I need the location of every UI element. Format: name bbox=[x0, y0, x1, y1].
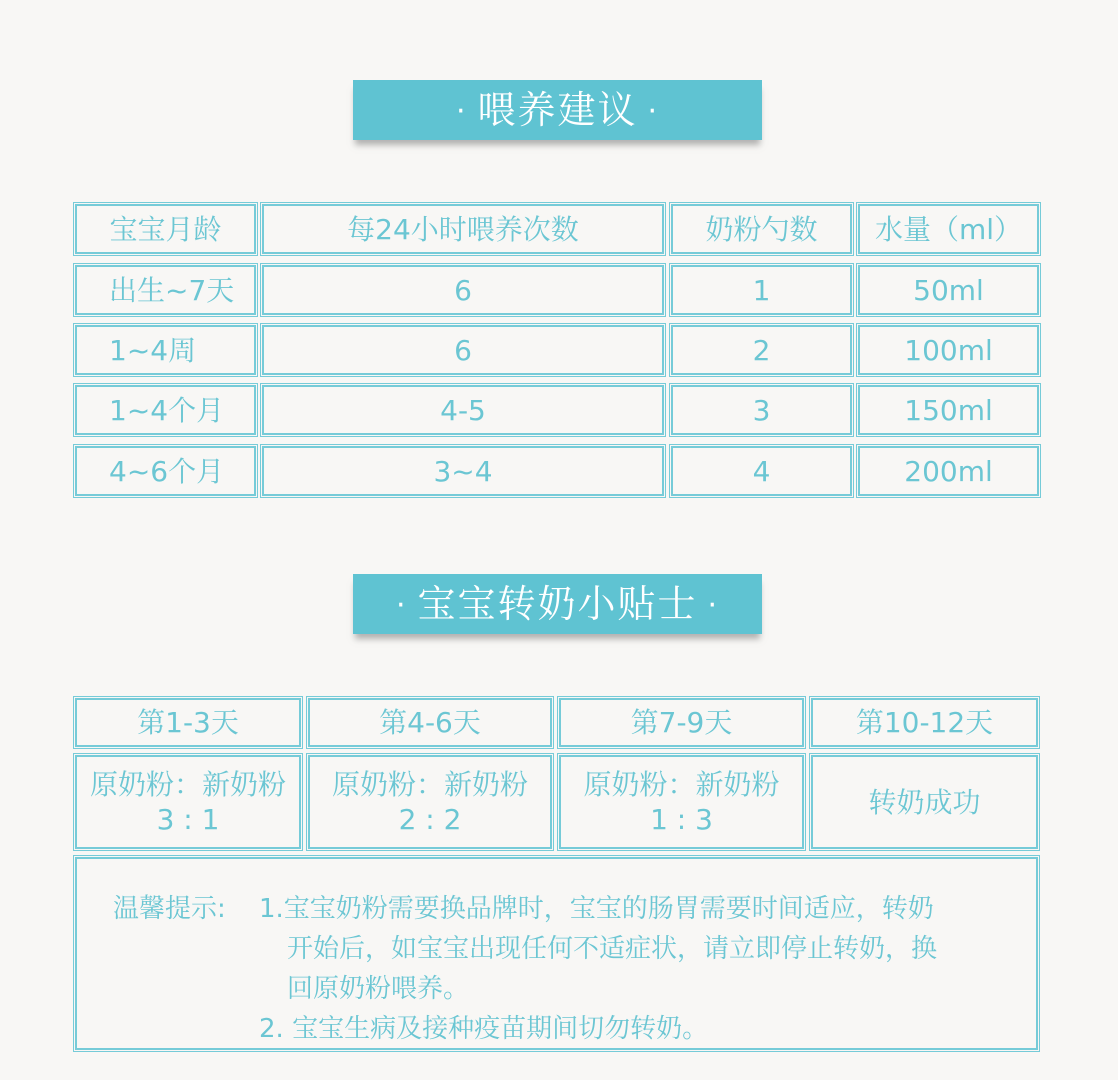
warm-tips-label: 温馨提示: bbox=[113, 894, 226, 924]
feeding-cell-water: 100ml bbox=[858, 325, 1039, 375]
feeding-cell-age: 出生~7天 bbox=[75, 265, 256, 315]
switch-header-day: 第1-3天 bbox=[75, 698, 301, 747]
warm-tips-line: 开始后，如宝宝出现任何不适症状，请立即停止转奶，换 bbox=[287, 934, 938, 964]
feeding-cell-scoops: 3 bbox=[671, 385, 852, 435]
feeding-cell-water: 50ml bbox=[858, 265, 1039, 315]
warm-tips-line: 回原奶粉喂养。 bbox=[287, 974, 470, 1004]
switch-ratio-label: 原奶粉：新奶粉 bbox=[331, 768, 528, 801]
feeding-cell-water: 200ml bbox=[858, 446, 1039, 496]
switch-header-day: 第10-12天 bbox=[811, 698, 1038, 747]
feeding-cell-age: 1~4周 bbox=[75, 325, 256, 375]
switch-section-title: 宝宝转奶小贴士 bbox=[417, 582, 698, 626]
switch-header-day: 第4-6天 bbox=[308, 698, 552, 747]
feeding-header-water: 水量（ml） bbox=[858, 204, 1039, 254]
feeding-header-age: 宝宝月龄 bbox=[75, 204, 256, 254]
switch-success-cell bbox=[811, 755, 1038, 849]
banner-dot-right: · bbox=[707, 588, 720, 623]
feeding-cell-times: 3~4 bbox=[262, 446, 664, 496]
feeding-cell-scoops: 2 bbox=[671, 325, 852, 375]
feeding-cell-times: 6 bbox=[262, 265, 664, 315]
switch-section-banner bbox=[353, 574, 762, 634]
warm-tips-line: 2. 宝宝生病及接种疫苗期间切勿转奶。 bbox=[259, 1014, 709, 1044]
feeding-cell-times: 6 bbox=[262, 325, 664, 375]
switch-success-label: 转奶成功 bbox=[868, 785, 981, 819]
switch-ratio-cell bbox=[308, 755, 552, 849]
feeding-header-times: 每24小时喂养次数 bbox=[262, 204, 664, 254]
banner-dot-left: · bbox=[395, 588, 408, 623]
feeding-cell-scoops: 4 bbox=[671, 446, 852, 496]
banner-dot-right: · bbox=[647, 94, 660, 129]
feeding-cell-scoops: 1 bbox=[671, 265, 852, 315]
switch-ratio-value: 2 : 2 bbox=[398, 803, 462, 836]
switch-header-day: 第7-9天 bbox=[559, 698, 804, 747]
feeding-cell-water: 150ml bbox=[858, 385, 1039, 435]
switch-ratio-label: 原奶粉：新奶粉 bbox=[583, 768, 780, 801]
warm-tips-box bbox=[75, 857, 1038, 1050]
feeding-cell-age: 4~6个月 bbox=[75, 446, 256, 496]
switch-ratio-cell bbox=[75, 755, 301, 849]
switch-ratio-cell bbox=[559, 755, 804, 849]
feeding-cell-times: 4-5 bbox=[262, 385, 664, 435]
switch-ratio-value: 3 : 1 bbox=[156, 803, 220, 836]
switch-ratio-value: 1 : 3 bbox=[650, 803, 713, 836]
feeding-header-scoops: 奶粉勺数 bbox=[671, 204, 852, 254]
feeding-cell-age: 1~4个月 bbox=[75, 385, 256, 435]
warm-tips-line: 1.宝宝奶粉需要换品牌时，宝宝的肠胃需要时间适应，转奶 bbox=[259, 894, 934, 924]
banner-dot-left: · bbox=[455, 94, 468, 129]
feeding-section-banner bbox=[353, 80, 762, 140]
switch-ratio-label: 原奶粉：新奶粉 bbox=[89, 768, 286, 801]
feeding-section-title: 喂养建议 bbox=[477, 88, 638, 132]
